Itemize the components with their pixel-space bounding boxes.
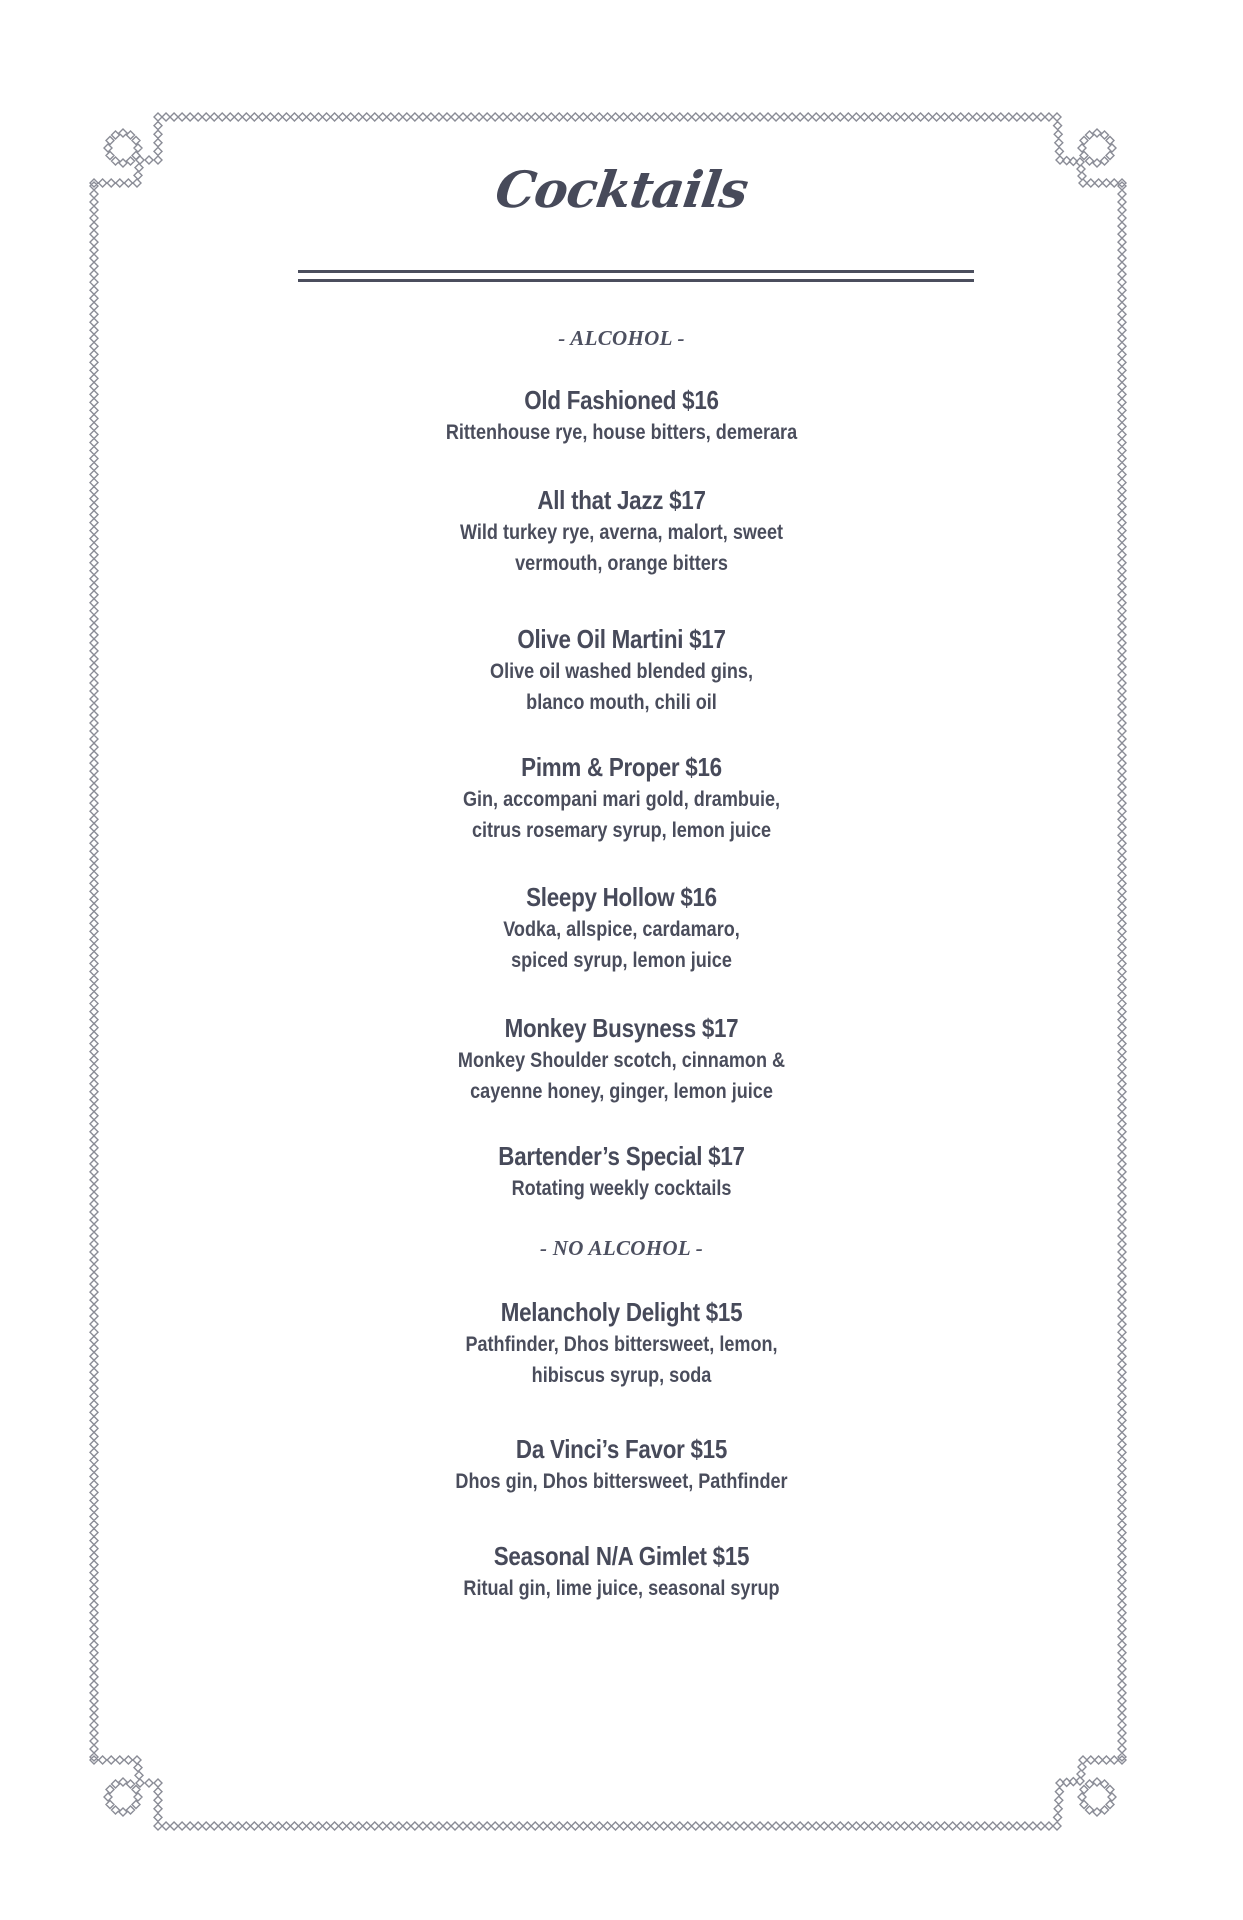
item-name: Seasonal N/A Gimlet $15 xyxy=(493,1541,750,1571)
item-name: Da Vinci’s Favor $15 xyxy=(515,1434,728,1464)
item-name: Sleepy Hollow $16 xyxy=(526,882,717,912)
item-name: Bartender’s Special $17 xyxy=(498,1141,745,1171)
title-divider-bottom xyxy=(298,279,974,282)
item-description: Olive oil washed blended gins, xyxy=(490,660,753,683)
menu-item-old-fashioned xyxy=(0,383,1243,448)
menu-item-melancholy-delight xyxy=(0,1295,1243,1391)
item-name: Melancholy Delight $15 xyxy=(500,1297,743,1327)
item-description: Ritual gin, lime juice, seasonal syrup xyxy=(463,1577,780,1600)
menu-item-sleepy-hollow xyxy=(0,880,1243,976)
section-heading-no-alcohol: - NO ALCOHOL - xyxy=(539,1236,704,1260)
item-description: hibiscus syrup, soda xyxy=(531,1364,712,1387)
item-description: vermouth, orange bitters xyxy=(515,552,728,575)
item-description: Dhos gin, Dhos bittersweet, Pathfinder xyxy=(455,1470,788,1493)
item-description: Vodka, allspice, cardamaro, xyxy=(503,918,740,941)
section-heading-alcohol: - ALCOHOL - xyxy=(558,326,685,350)
item-description: cayenne honey, ginger, lemon juice xyxy=(470,1080,773,1103)
menu-item-da-vincis-favor xyxy=(0,1432,1243,1497)
item-description: Rittenhouse rye, house bitters, demerara xyxy=(445,421,798,444)
item-name: Monkey Busyness $17 xyxy=(504,1013,739,1043)
item-description: blanco mouth, chili oil xyxy=(526,691,717,714)
item-description: Monkey Shoulder scotch, cinnamon & xyxy=(457,1049,786,1072)
item-name: Pimm & Proper $16 xyxy=(521,752,722,782)
menu-item-pimm-and-proper xyxy=(0,750,1243,846)
title-divider-top xyxy=(298,270,974,273)
item-description: Gin, accompani mari gold, drambuie, xyxy=(462,788,781,811)
menu-item-seasonal-na-gimlet xyxy=(0,1539,1243,1604)
item-name: Olive Oil Martini $17 xyxy=(517,624,726,654)
item-description: Rotating weekly cocktails xyxy=(511,1177,732,1200)
menu-title: Cocktails xyxy=(491,160,752,219)
item-description: citrus rosemary syrup, lemon juice xyxy=(471,819,772,842)
menu-item-bartenders-special xyxy=(0,1139,1243,1204)
item-name: Old Fashioned $16 xyxy=(524,385,719,415)
menu-item-monkey-busyness xyxy=(0,1011,1243,1107)
item-description: spiced syrup, lemon juice xyxy=(511,949,732,972)
item-description: Pathfinder, Dhos bittersweet, lemon, xyxy=(465,1333,778,1356)
item-description: Wild turkey rye, averna, malort, sweet xyxy=(459,521,784,544)
menu-item-all-that-jazz xyxy=(0,483,1243,579)
item-name: All that Jazz $17 xyxy=(537,485,706,515)
menu-item-olive-oil-martini xyxy=(0,622,1243,718)
